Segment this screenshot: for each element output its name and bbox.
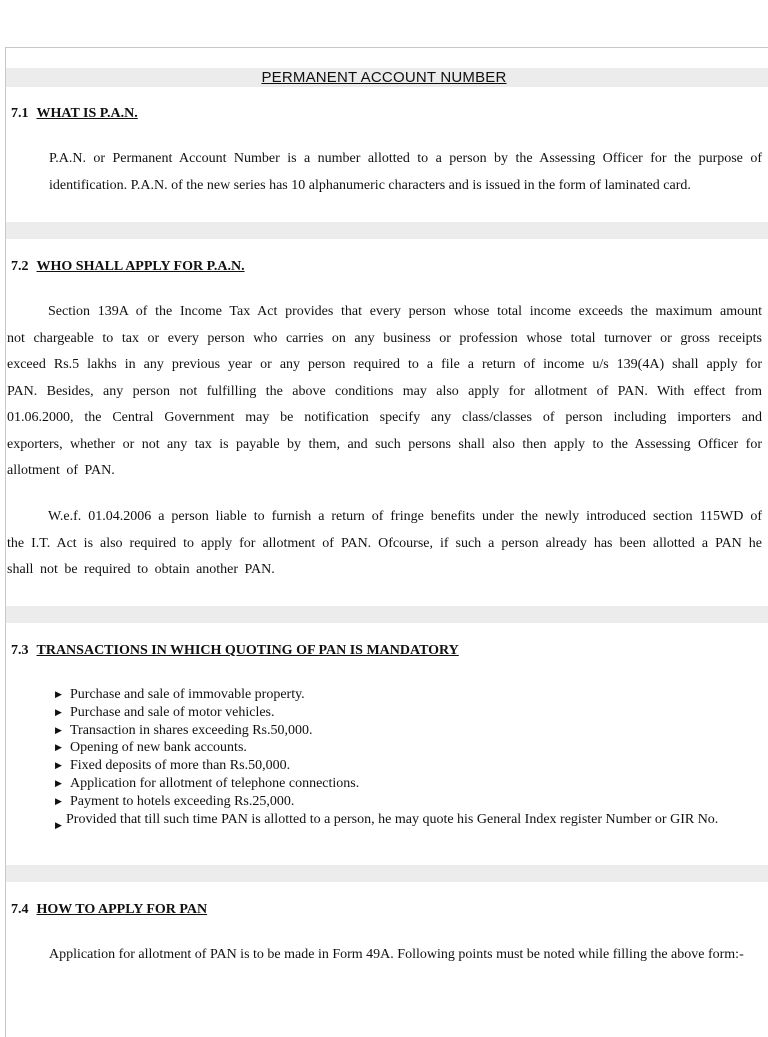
- list-item-text: Purchase and sale of motor vehicles.: [70, 704, 275, 720]
- list-item: [55, 686, 755, 704]
- bullet-triangle-icon: ▶: [55, 706, 62, 717]
- paragraph: W.e.f. 01.04.2006 a person liable to furnish a return of fringe benefits under the newly introduced section 115WD of the I.T. Act is also required to apply for allotment of PAN. Ofcourse, if such a person already has been allotted a PAN he shall not be required to obtain another PAN.: [7, 509, 762, 577]
- paragraph: Application for allotment of PAN is to be made in Form 49A. Following points must be noted while filling the above form:-: [49, 947, 744, 962]
- section-separator: [6, 606, 768, 623]
- section-heading-text: HOW TO APPLY FOR PAN: [36, 902, 208, 917]
- paragraph: P.A.N. or Permanent Account Number is a number allotted to a person by the Assessing Officer for the purpose of identification. P.A.N. of the new series has 10 alphanumeric characters and is issued in the form of laminated card.: [49, 151, 762, 193]
- list-item: [55, 722, 755, 740]
- section-number: 7.3: [11, 643, 29, 658]
- section-number: 7.1: [11, 106, 29, 121]
- bullet-triangle-icon: ▶: [55, 689, 62, 699]
- section-heading: [11, 902, 207, 918]
- list-item: [55, 739, 755, 757]
- list-item: [55, 757, 755, 775]
- bullet-list: [55, 686, 755, 828]
- bullet-triangle-icon: ▶: [55, 742, 62, 753]
- list-item-text: Application for allotment of telephone connections.: [70, 775, 360, 791]
- list-item-text: Payment to hotels exceeding Rs.25,000.: [70, 793, 295, 809]
- section-heading: [11, 259, 245, 275]
- section-heading-text: WHO SHALL APPLY FOR P.A.N.: [36, 259, 245, 274]
- list-item: [55, 811, 755, 829]
- bullet-triangle-icon: ▶: [55, 777, 62, 788]
- paragraph: Section 139A of the Income Tax Act provides that every person whose total income exceeds the maximum amount not chargeable to tax or every person who carries on any business or profession whose total turnover or gross receipts exceed Rs.5 lakhs in any previous year or any person required to a file a return of income u/s 139(4A) shall apply for PAN. Besides, any person not fulfilling the above conditions may also apply for allotment of PAN. With effect from 01.06.2000, the Central Government may be notification specify any class/classes of person including importers and exporters, whether or not any tax is payable by them, and such persons shall also then apply to the Assessing Officer for allotment of PAN.: [7, 304, 762, 478]
- list-item: [55, 793, 755, 811]
- bullet-triangle-icon: ▶: [55, 795, 62, 806]
- list-item-text: Fixed deposits of more than Rs.50,000.: [70, 758, 291, 774]
- list-item-text: Transaction in shares exceeding Rs.50,000.: [70, 722, 313, 738]
- bullet-triangle-icon: ▶: [55, 760, 62, 771]
- section-heading-text: WHAT IS P.A.N.: [36, 106, 138, 121]
- page-title: PERMANENT ACCOUNT NUMBER: [261, 69, 507, 86]
- bullet-triangle-icon: ▶: [55, 724, 62, 735]
- bullet-triangle-icon: ▶: [55, 819, 62, 830]
- section-separator: [6, 222, 768, 239]
- section-number: 7.2: [11, 259, 29, 274]
- section-heading: [11, 643, 459, 659]
- list-item-text: Purchase and sale of immovable property.: [70, 687, 305, 702]
- list-item: [55, 775, 755, 793]
- section-number: 7.4: [11, 902, 29, 917]
- section-heading: [11, 106, 138, 122]
- section-heading-text: TRANSACTIONS IN WHICH QUOTING OF PAN IS MANDATORY: [36, 643, 459, 658]
- list-item-text: Provided that till such time PAN is allotted to a person, he may quote his General Index register Number or GIR No.: [66, 811, 719, 827]
- list-item-text: Opening of new bank accounts.: [70, 740, 247, 756]
- section-separator: [6, 865, 768, 882]
- list-item: [55, 704, 755, 722]
